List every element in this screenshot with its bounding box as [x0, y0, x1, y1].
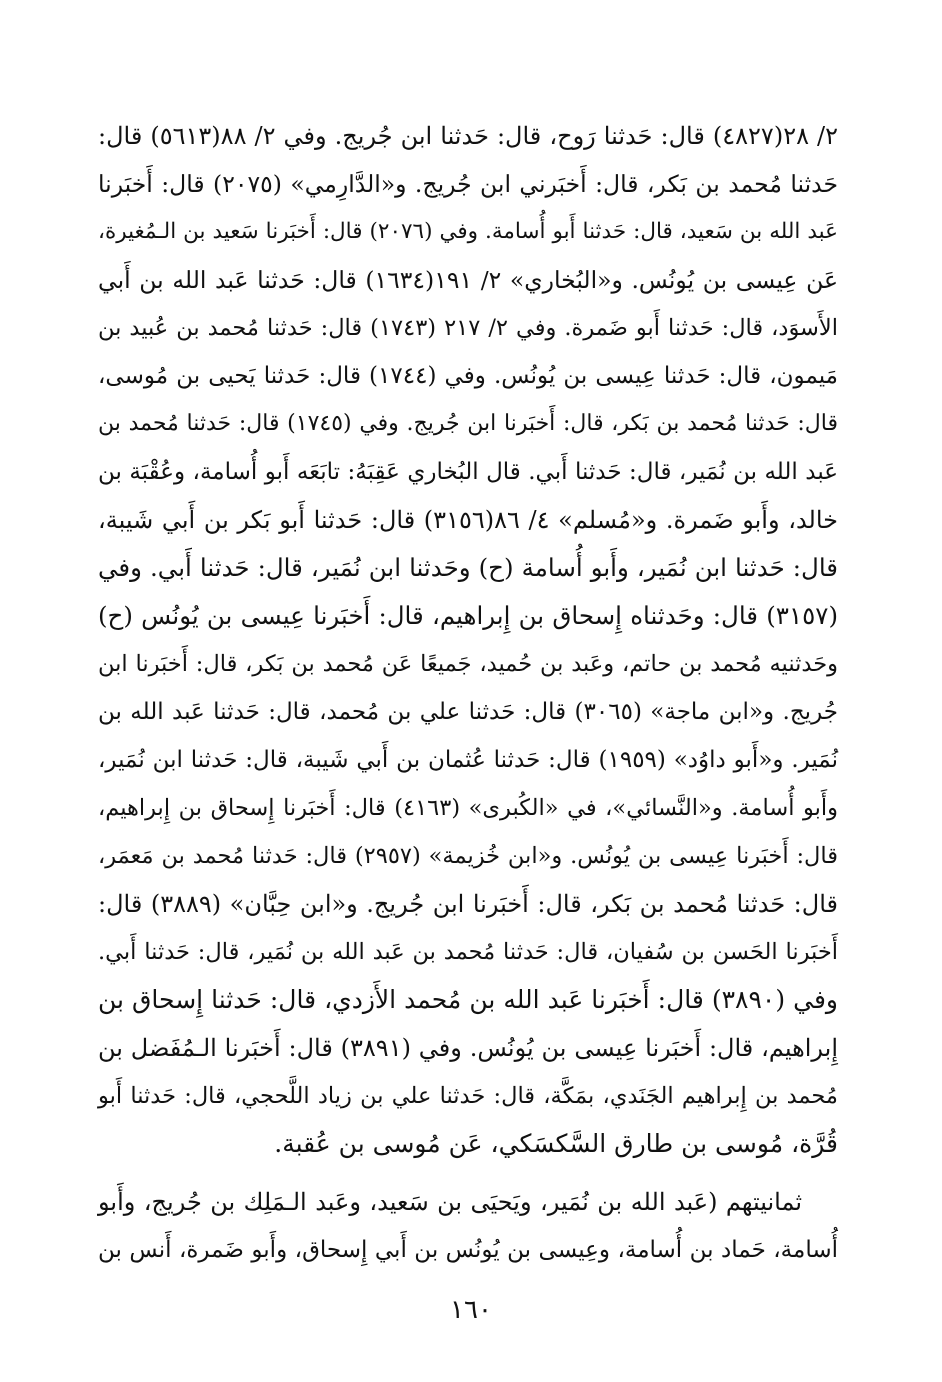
- paragraph-1: [98, 112, 838, 1168]
- text-line: الأَسوَد، قال: حَدثنا أَبو ضَمرة. وفي ٢/ ٢١٧ (١٧٤٣) قال: حَدثنا مُحمد بن عُبيد بن: [98, 315, 838, 341]
- text-line: وفي (٣٨٩٠) قال: أَخبَرنا عَبد الله بن مُحمد الأَزدي، قال: حَدثنا إِسحاق بن: [98, 985, 838, 1014]
- text-line: وأَبو أُسامة. و«النَّسائي»، في «الكُبرى» (٤١٦٣) قال: أَخبَرنا إِسحاق بن إِبراهيم،: [98, 795, 838, 821]
- paragraph-2: [98, 1178, 838, 1274]
- text-line: خالد، وأَبو ضَمرة. و«مُسلم» ٤/ ٨٦(٣١٥٦) قال: حَدثنا أَبو بَكر بن أَبي شَيبة،: [98, 506, 838, 534]
- text-line: قال: أَخبَرنا عِيسى بن يُونُس. و«ابن خُزيمة» (٢٩٥٧) قال: حَدثنا مُحمد بن مَعمَر،: [98, 843, 838, 869]
- text-line: وحَدثنيه مُحمد بن حاتم، وعَبد بن حُميد، جَميعًا عَن مُحمد بن بَكر، قال: أَخبَرنا ابن: [98, 651, 838, 677]
- text-line: حَدثنا مُحمد بن بَكر، قال: أَخبَرني ابن جُريج. و«الدَّارِمي» (٢٠٧٥) قال: أَخبَرنا: [98, 170, 839, 198]
- text-line: أَخبَرنا الحَسن بن سُفيان، قال: حَدثنا مُحمد بن عَبد الله بن نُمَير، قال: حَدثنا أَبي.: [98, 939, 838, 965]
- text-line: قُرَّة، مُوسى بن طارق السَّكسَكي، عَن مُوسى بن عُقبة.: [274, 1129, 838, 1158]
- text-line: ثمانيتهم (عَبد الله بن نُمَير، ويَحيَى بن سَعيد، وعَبد الـمَلِك بن جُريج، وأَبو: [98, 1188, 802, 1216]
- text-line: قال: حَدثنا مُحمد بن بَكر، قال: أَخبَرنا ابن جُريج. و«ابن حِبَّان» (٣٨٨٩) قال:: [98, 890, 838, 918]
- text-line: إِبراهيم، قال: أَخبَرنا عِيسى بن يُونُس. وفي (٣٨٩١) قال: أَخبَرنا الـمُفَضل بن: [98, 1034, 839, 1062]
- text-line: أُسامة، حَماد بن أُسامة، وعِيسى بن يُونُس بن أَبي إِسحاق، وأَبو ضَمرة، أَنس بن: [98, 1237, 838, 1263]
- text-line: عَبد الله بن سَعيد، قال: حَدثنا أَبو أُسامة. وفي (٢٠٧٦) قال: أَخبَرنا سَعيد بن الـمُغيرة،: [98, 219, 838, 244]
- text-line: ٢/ ٢٨(٤٨٢٧) قال: حَدثنا رَوح، قال: حَدثنا ابن جُريج. وفي ٢/ ٨٨(٥٦١٣) قال:: [98, 122, 838, 150]
- text-line: عَبد الله بن نُمَير، قال: حَدثنا أَبي. قال البُخاري عَقِبَهُ: تابَعَه أَبو أُسامة، وعُقْبَة بن: [98, 459, 838, 485]
- text-line: قال: حَدثنا ابن نُمَير، وأَبو أُسامة (ح) وحَدثنا ابن نُمَير، قال: حَدثنا أَبي. وفي: [98, 553, 838, 582]
- text-line: قال: حَدثنا مُحمد بن بَكر، قال: أَخبَرنا ابن جُريج. وفي (١٧٤٥) قال: حَدثنا مُحمد بن: [98, 411, 838, 436]
- text-line: مَيمون، قال: حَدثنا عِيسى بن يُونُس. وفي (١٧٤٤) قال: حَدثنا يَحيى بن مُوسى،: [98, 363, 838, 389]
- text-line: مُحمد بن إِبراهيم الجَنَدي، بمَكَّة، قال: حَدثنا علي بن زياد اللَّحجي، قال: حَدثنا أَبو: [98, 1083, 838, 1109]
- text-line: (٣١٥٧) قال: وحَدثناه إِسحاق بن إِبراهيم، قال: أَخبَرنا عِيسى بن يُونُس (ح): [98, 601, 838, 630]
- page-body: [98, 112, 838, 1274]
- paragraph-gap: [98, 1168, 838, 1178]
- text-line: جُريج. و«ابن ماجة» (٣٠٦٥) قال: حَدثنا علي بن مُحمد، قال: حَدثنا عَبد الله بن: [98, 699, 838, 725]
- page-number: ١٦٠: [450, 1295, 492, 1325]
- text-line: نُمَير. و«أَبو داوُد» (١٩٥٩) قال: حَدثنا عُثمان بن أَبي شَيبة، قال: حَدثنا ابن نُمَير،: [98, 747, 839, 773]
- text-line: عَن عِيسى بن يُونُس. و«البُخاري» ٢/ ١٩١(١٦٣٤) قال: حَدثنا عَبد الله بن أَبي: [98, 266, 838, 294]
